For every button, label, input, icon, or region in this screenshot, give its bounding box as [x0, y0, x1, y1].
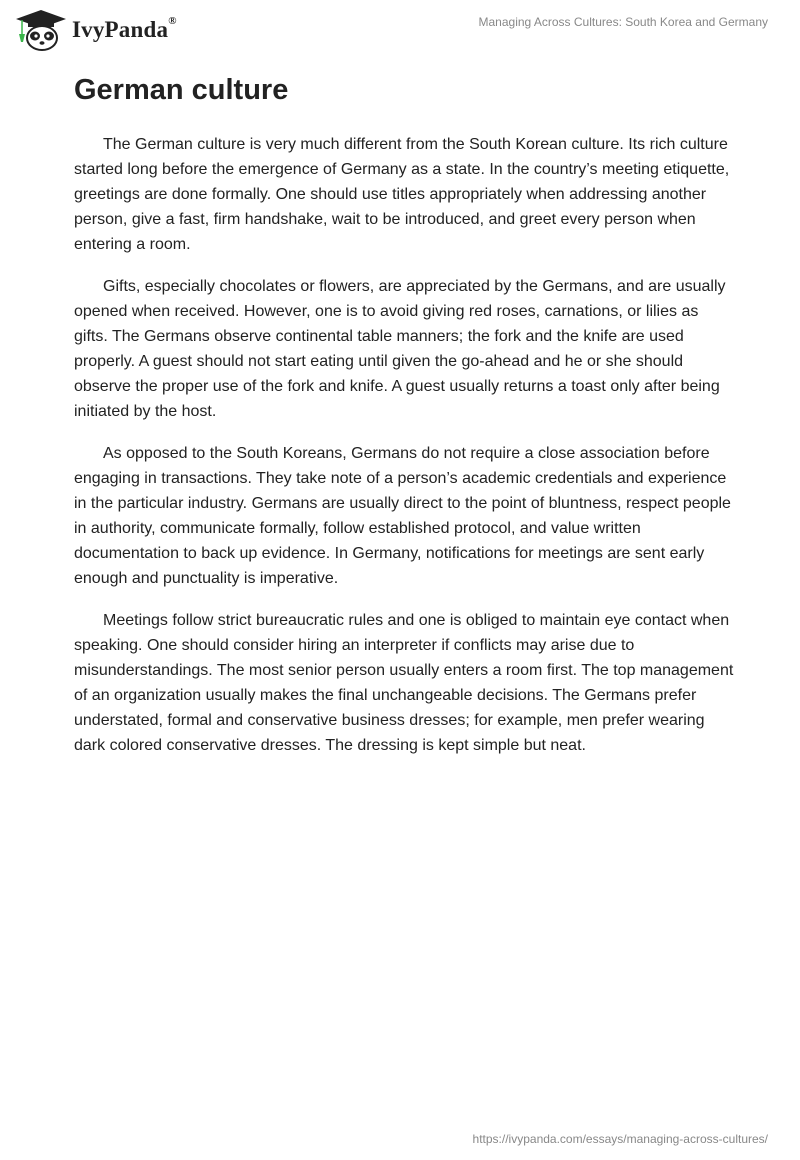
- paragraph: The German culture is very much different from the South Korean culture. Its rich culture started long before the emergence of Germany as a state. In the country’s meeting etiquette, greetings are done formally. One should use titles appropriately when addressing another person, give a fast, firm handshake, wait to be introduced, and greet every person when entering a room.: [74, 136, 730, 253]
- paragraph: Gifts, especially chocolates or flowers, are appreciated by the Germans, and are usually opened when received. However, one is to avoid giving red roses, carnations, or lilies as gifts. The Germans observe continental table manners; the fork and the knife are used properly. A guest should not start eating until given the go-ahead and he or she should observe the proper use of the fork and knife. A guest usually returns a toast only after being initiated by the host.: [74, 278, 726, 420]
- page-header: [0, 0, 800, 60]
- logo-text: IvyPanda®: [72, 15, 177, 42]
- paragraph: As opposed to the South Koreans, Germans do not require a close association before engaging in transactions. They take note of a person’s academic credentials and experience in the particular industry. Germans are usually direct to the point of bluntness, respect people in authority, communicate formally, follow established protocol, and value written documentation to back up evidence. In Germany, notifications for meetings are sent early enough and punctuality is imperative.: [74, 445, 731, 587]
- article-body: [74, 132, 734, 775]
- ivypanda-logo[interactable]: [14, 8, 177, 52]
- registered-mark: ®: [168, 15, 177, 27]
- document-title: Managing Across Cultures: South Korea and Germany: [478, 15, 768, 29]
- paragraph: Meetings follow strict bureaucratic rules and one is obliged to maintain eye contact when speaking. One should consider hiring an interpreter if conflicts may arise due to misunderstandings. The most senior person usually enters a room first. The top management of an organization usually makes the final unchangeable decisions. The Germans prefer understated, formal and conservative business dresses; for example, men prefer wearing dark colored conservative dresses. The dressing is kept simple but neat.: [74, 612, 734, 754]
- source-url[interactable]: https://ivypanda.com/essays/managing-across-cultures/: [472, 1132, 768, 1146]
- panda-graduation-logo-icon: [14, 8, 68, 52]
- section-heading: German culture: [74, 74, 289, 106]
